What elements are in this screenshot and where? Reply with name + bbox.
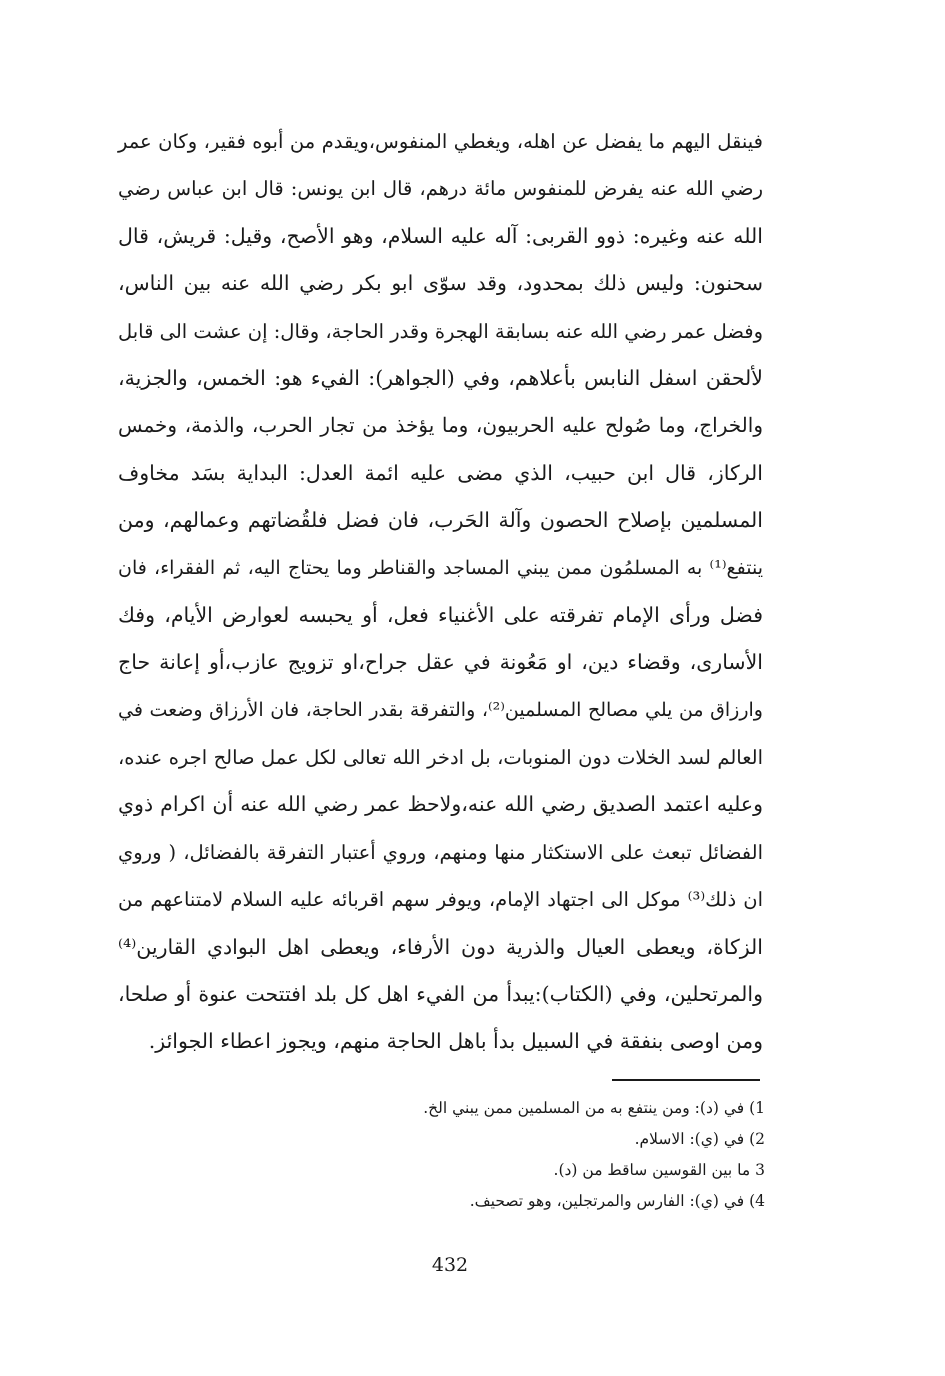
text-line: ينتفع⁽¹⁾ به المسلمُون ممن يبني المساجد والقناطر وما يحتاج اليه، ثم الفقراء، فان [118,556,763,579]
page-number: 432 [431,1254,469,1276]
text-line: فينقل اليهم ما يفضل عن اهله، ويغطي المنفوس،ويقدم من أبوه فقير، وكان عمر [118,130,763,153]
text-line: المسلمين بإصلاح الحصون وآلة الحَرب، فان فضل فلقُضاتهم وعمالهم، ومن [118,508,763,533]
main-text [118,118,763,1066]
footnote-separator [612,1079,760,1081]
footnote-4: 4) في (ي): الفارس والمرتجلين، وهو تصحيف. [469,1192,765,1210]
footnote-2: 2) في (ي): الاسلام. [634,1130,765,1148]
text-line: وعليه اعتمد الصديق رضي الله عنه،ولاحظ عمر رضي الله عنه أن اكرام ذوي [118,792,763,817]
text-line: وارزاق من يلي مصالح المسلمين⁽²⁾، والتفرقة بقدر الحاجة، فان الأرزاق وضعت في [118,698,763,721]
text-line: ان ذلك⁽³⁾ موكل الى اجتهاد الإمام، ويوفر سهم اقربائه عليه السلام لامتناعهم من [118,888,764,912]
text-line: الفضائل تبعث على الاستكثار منها ومنهم، وروي أعتبار التفرقة بالفضائل، ( وروي [118,840,763,864]
text-line: لألحقن اسفل النابس بأعلاهم، وفي (الجواهر): الفيء هو: الخمس، والجزية، [118,365,763,390]
footnote-1: 1) في (د): ومن ينتفع به من المسلمين ممن يبني الخ. [423,1099,765,1117]
text-line: الزكاة، ويعطى العيال والذرية دون الأرفاء، ويعطى اهل البوادي القارين⁽⁴⁾ [118,934,763,959]
text-line: وفضل عمر رضي الله عنه بسابقة الهجرة وقدر الحاجة، وقال: إن عشت الى قابل [117,319,763,343]
text-line: رضي الله عنه يفرض للمنفوس مائة درهم، قال ابن يونس: قال ابن عباس رضي [118,177,763,201]
text-line: سحنون: وليس ذلك بمحدود، وقد سوّى ابو بكر رضي الله عنه بين الناس، [118,271,763,296]
footnote-3: 3 ما بين القوسين ساقط من (د). [553,1161,765,1179]
text-line: الركاز، قال ابن حبيب، الذي مضى عليه ائمة العدل: البداية بسَد مخاوف [118,460,763,485]
text-line: فضل ورأى الإمام تفرقته على الأغنياء فعل، أو يحبسه لعوارض الأيام، وفك [118,602,763,627]
footnotes [300,1093,765,1217]
text-line: الأسارى، وقضاء دين، او مَعُونة في عقل جراح،او تزويج عازب،أو إعانة حاج [118,650,763,675]
text-line: ومن اوصى بنفقة في السبيل بدأ باهل الحاجة منهم، ويجوز اعطاء الجوائز. [148,1029,763,1054]
text-line: والمرتحلين، وفي (الكتاب):يبدأ من الفيء اهل كل بلد افتتحت عنوة أو صلحا، [118,982,763,1007]
text-line: العالم لسد الخلات دون المنوبات، بل ادخر الله تعالى لكل عمل صالح اجره عنده، [118,746,763,770]
text-line: الله عنه وغيره: ذوو القربى: آله عليه السلام، وهو الأصح، وقيل: قريش، قال [118,223,763,248]
text-line: والخراج، وما صُولح عليه الحربيون، وما يؤخذ من تجار الحرب، والذمة، وخمس [118,413,763,438]
